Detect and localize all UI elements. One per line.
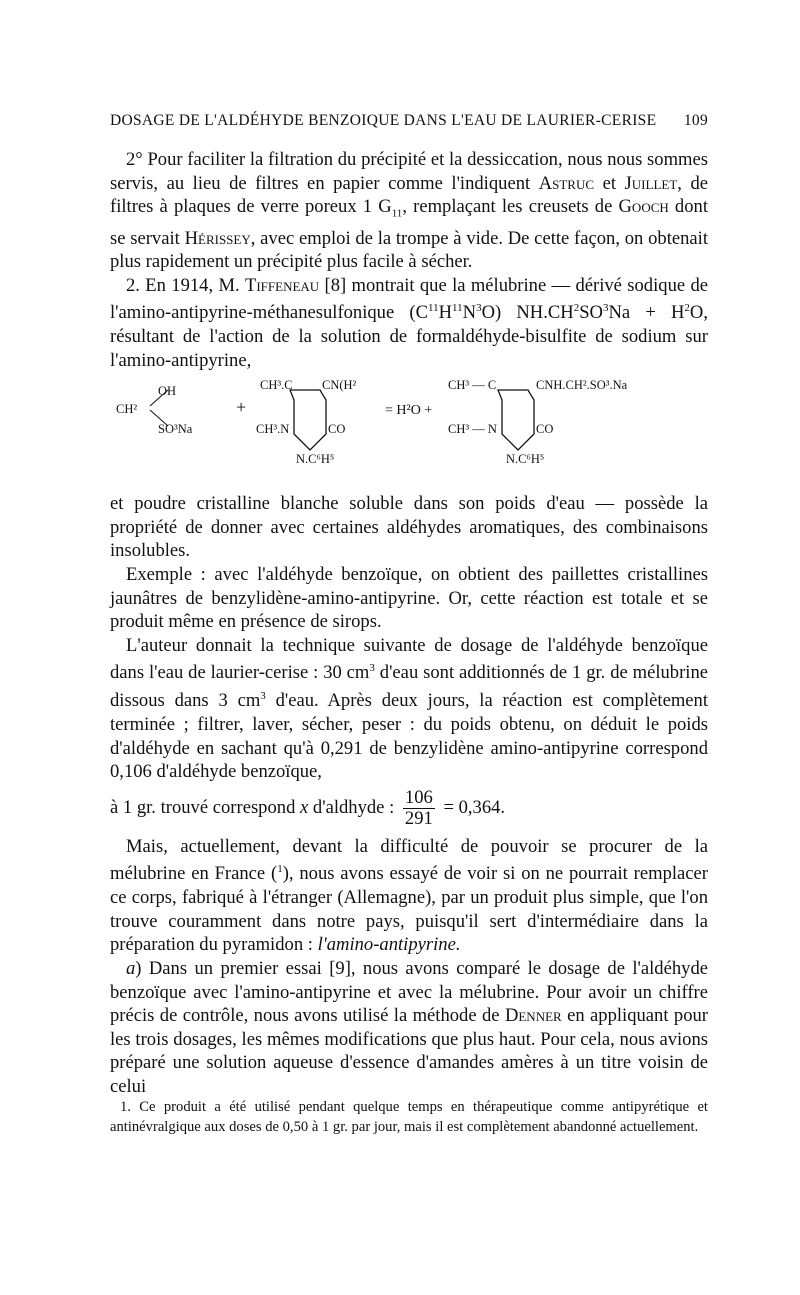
- author-tiffeneau: Tiffeneau: [244, 274, 320, 296]
- author-astruc: Astruc: [538, 172, 595, 194]
- formula-ch3-top2: CH³ — C: [448, 378, 497, 393]
- paragraph-technique: L'auteur donnait la technique suivante de dosage de l'aldéhyde benzoïque dans l'eau de laurier-cerise : 30 $cm^3$ d'eau sont additionnés de 1 gr. de mélubrine dissous dans 3 $cm^3$ d'eau. Après deux jours, la réaction est complètement terminée ; filtrer, laver, sécher, peser : du poids obtenu, on déduit le poids d'aldéhyde en sachant qu'à 0,291 de benzylidène amino-antipyrine correspond 0,106 d'aldéhyde benzoïque,: [110, 634, 709, 783]
- fraction-numerator: 106: [404, 786, 433, 808]
- formula-eq: = H²O +: [385, 403, 433, 419]
- main-text: [110, 148, 708, 1098]
- formula-oh: OH: [158, 384, 177, 399]
- author-denner: Denner: [504, 1005, 562, 1027]
- math-formula-line: à 1 gr. trouvé correspond x d'aldhyde : $\frac{106}{291}$ = 0,364.: [110, 786, 506, 829]
- amino-antipyrine-italic: l'amino-antipyrine.: [317, 934, 461, 956]
- footnote-ref: 1: [277, 863, 283, 876]
- paragraph-filtration: 2° Pour faciliter la filtration du précipité et la dessiccation, nous nous sommes servis, au lieu de filtres en papier comme l'indiquent Astruc et Juillet, de filtres à plaques de verre poreux 1 $G_{11}$, remplaçant les creusets de Gooch dont se servait Hérissey, avec emploi de la trompe à vide. De cette façon, on obtenait plus rapidement un précipité plus facile à sécher.: [110, 149, 709, 273]
- formula-ch3-bot: CH³.N: [256, 422, 290, 437]
- formula-nc6h5-2: N.C⁶H⁵: [506, 452, 545, 467]
- running-header: [110, 112, 708, 130]
- paragraph-melubrine: 2. En 1914, M. Tiffeneau [8] montrait que la mélubrine — dérivé sodique de l'amino-antipyrine-méthanesulfonique $(C^{11}H^{11}N^3O) NH.CH^2SO^3Na + H^2O$, résultant de l'action de la solution de formaldéhyde-bisulfite de sodium sur l'amino-antipyrine,: [110, 274, 709, 371]
- formula-plus: +: [236, 397, 247, 418]
- formula-bonds: [110, 378, 710, 484]
- formula-cnh: CNH.CH².SO³.Na: [536, 378, 628, 393]
- author-herissey: Hérissey: [184, 227, 251, 249]
- formula-so3na: SO³Na: [158, 422, 193, 437]
- formula-ch3-top: CH³.C: [260, 378, 293, 393]
- math-result: = 0,364.: [438, 796, 506, 818]
- fraction-denominator: 291: [404, 807, 433, 829]
- footnote-text: 1. Ce produit a été utilisé pendant quelque temps en thérapeutique comme antipyrétique et antinévralgique aux doses de 0,50 à 1 gr. par jour, mais il est complètement abandonné actuellement.: [110, 1099, 708, 1135]
- formula-co2: CO: [536, 422, 554, 437]
- formula-co: CO: [328, 422, 346, 437]
- formula-ch2: CH²: [116, 402, 138, 417]
- chemical-equation: [110, 378, 708, 484]
- author-juillet: Juillet: [624, 172, 678, 194]
- paragraph-properties: et poudre cristalline blanche soluble dans son poids d'eau — possède la propriété de donner avec certaines aldéhydes aromatiques, des combinaisons insolubles.: [110, 493, 708, 562]
- formula-nc6h5: N.C⁶H⁵: [296, 452, 335, 467]
- paragraph-premier-essai: a) Dans un premier essai [9], nous avons comparé le dosage de l'aldéhyde benzoïque avec l'amino-antipyrine et avec la mélubrine. Pour avoir un chiffre précis de contrôle, nous avons utilisé la méthode de Denner en appliquant pour les trois dosages, les mêmes modifications que plus haut. Pour cela, nous avions préparé une solution aqueuse d'essence d'amandes amères à un titre voisin de celui: [110, 957, 708, 1097]
- paragraph-example: Exemple : avec l'aldéhyde benzoïque, on obtient des paillettes cristallines jaunâtres de benzylidène-amino-antipyrine. Or, cette réaction est totale et se produit même en présence de sirops.: [110, 564, 708, 633]
- page-number: 109: [683, 112, 708, 129]
- footnote: [110, 1098, 708, 1137]
- math-variable-x: x: [300, 796, 309, 818]
- fraction: [403, 788, 435, 829]
- paragraph-actuellement: Mais, actuellement, devant la difficulté de pouvoir se procurer de la mélubrine en France ($^1$), nous avons essayé de voir si on ne pourrait remplacer ce corps, fabriqué à l'étranger (Allemagne), par un produit plus simple, que l'on trouve couramment dans notre pays, puisqu'il sert d'intermédiaire dans la préparation du pyramidon : l'amino-antipyrine.: [110, 835, 708, 956]
- author-gooch: Gooch: [618, 196, 669, 218]
- formula-nh2: CN(H²: [322, 378, 357, 393]
- header-title: DOSAGE DE L'ALDÉHYDE BENZOIQUE DANS L'EAU DE LAURIER-CERISE: [110, 112, 657, 129]
- formula-ch3-bot2: CH³ — N: [448, 422, 497, 437]
